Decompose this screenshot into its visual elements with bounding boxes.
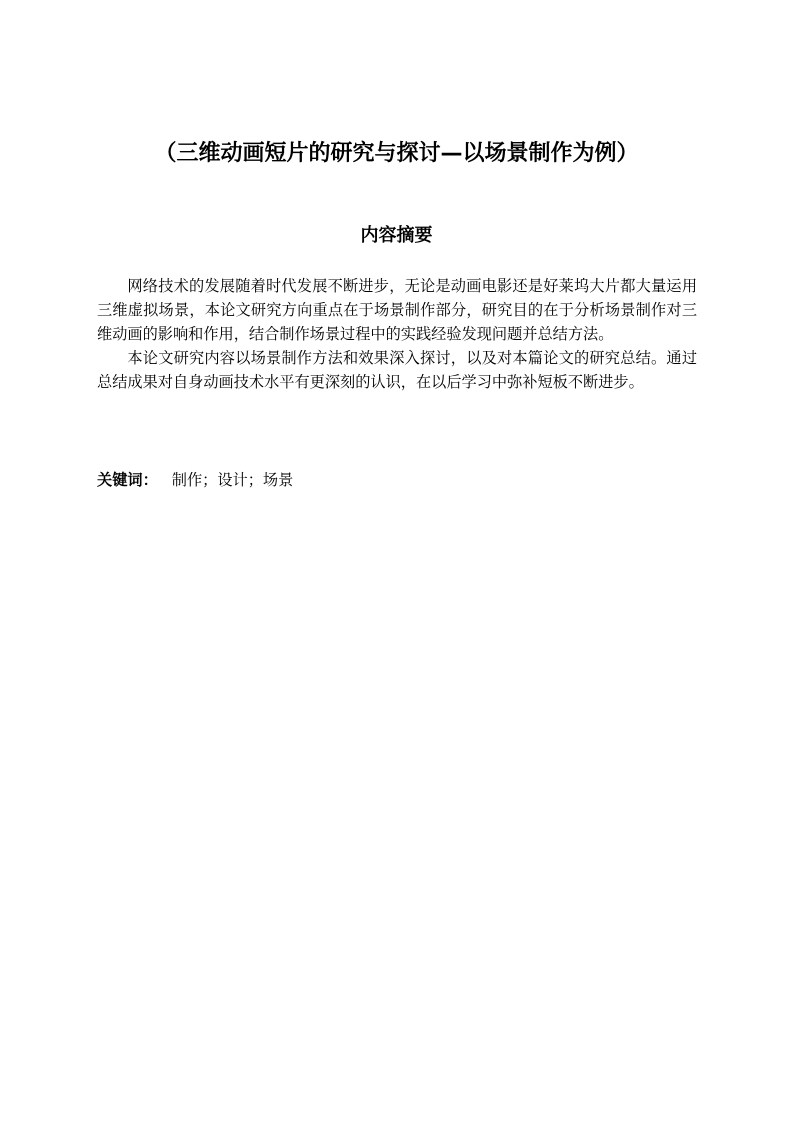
document-title: （三维动画短片的研究与探讨—以场景制作为例） [154, 141, 639, 166]
abstract-paragraph: 网络技术的发展随着时代发展不断进步，无论是动画电影还是好莱坞大片都大量运用三维虚拟场景，本论文研究方向重点在于场景制作部分，研究目的在于分析场景制作对三维动画的影响和作用，结合制作场景过程中的实践经验发现问题并总结方法。 [97, 277, 697, 343]
abstract-paragraph: 本论文研究内容以场景制作方法和效果深入探讨，以及对本篇论文的研究总结。通过总结成果对自身动画技术水平有更深刻的认识，在以后学习中弥补短板不断进步。 [97, 349, 697, 391]
abstract-body [97, 274, 697, 394]
keywords-label: 关键词： [97, 471, 158, 489]
keywords-list: 制作；设计；场景 [171, 471, 294, 489]
abstract-heading: 内容摘要 [360, 225, 433, 246]
keywords-line [97, 468, 697, 493]
